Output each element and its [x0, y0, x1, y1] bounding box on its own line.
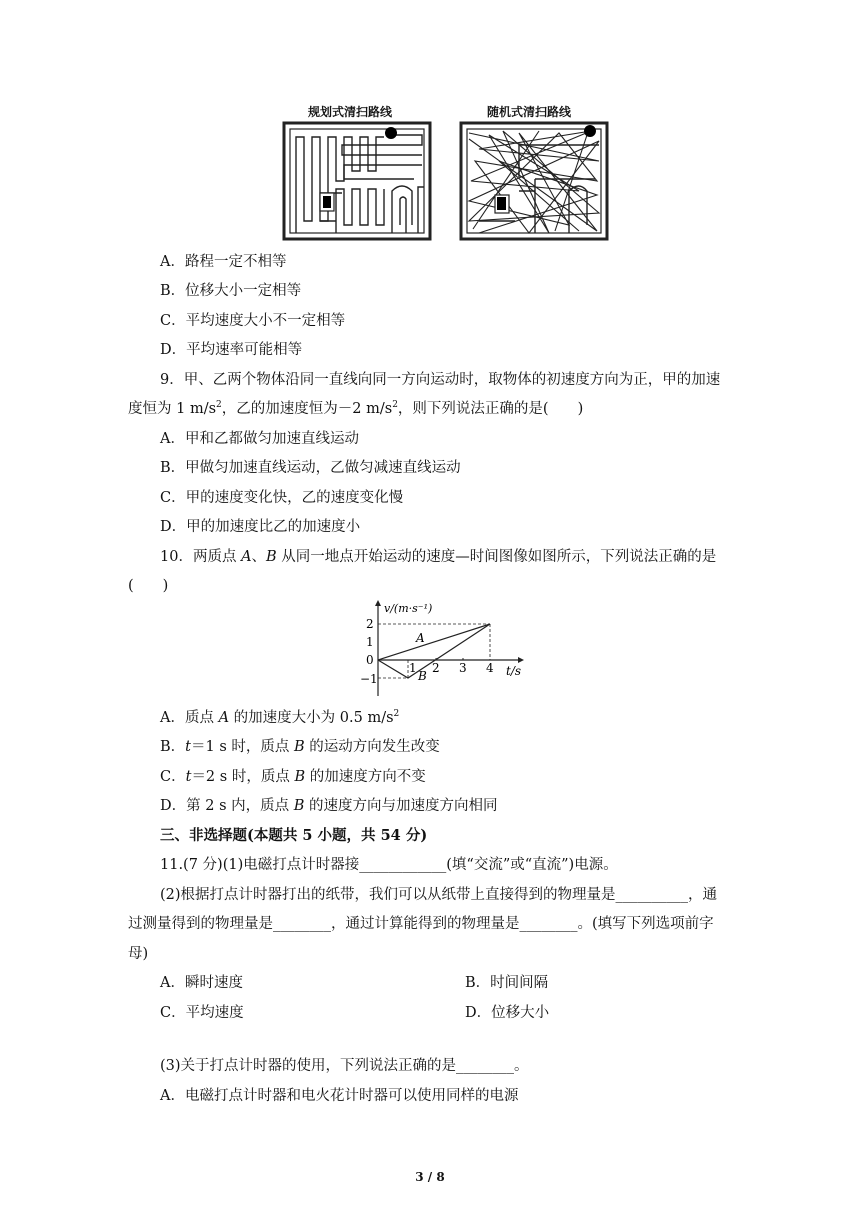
q9-stem-line2: 度恒为 1 $m/s^2$，乙的加速度恒为－2 $m/s^2$，则下列说法正确的是( ) — [128, 400, 584, 417]
q10-option-c: C．t＝2 s 时，质点 B 的加速度方向不变 — [160, 769, 426, 785]
q9-option-d: D．甲的加速度比乙的加速度小 — [160, 519, 361, 535]
x-axis-arrow — [518, 657, 524, 663]
q11-line1: 11.(7 分)(1)电磁打点计时器接____________(填“交流”或“直流”)电源。 — [160, 857, 618, 873]
page-number: 3 / 8 — [415, 1170, 445, 1184]
section-3-heading: 三、非选择题(本题共 5 小题，共 54 分) — [160, 827, 428, 844]
q11-option-d: D．位移大小 — [465, 1005, 550, 1021]
line-a — [378, 624, 490, 660]
figure-right-title: 随机式清扫路线 — [487, 105, 572, 119]
q11-option-a: A．瞬时速度 — [160, 975, 243, 991]
q11-option-c: C．平均速度 — [160, 1005, 244, 1021]
q9-option-c: C．甲的速度变化快，乙的速度变化慢 — [160, 490, 404, 506]
q9-option-b: B．甲做匀加速直线运动，乙做匀减速直线运动 — [160, 460, 461, 476]
y-axis-arrow — [375, 600, 381, 606]
random-route-diagram — [459, 121, 609, 241]
q11-line4: 母) — [128, 946, 149, 962]
vt-graph — [360, 598, 530, 700]
figure-left-title: 规划式清扫路线 — [308, 105, 393, 119]
x-tick-3: 3 — [459, 661, 467, 675]
planned-route-diagram — [282, 121, 432, 241]
q8-option-b: B．位移大小一定相等 — [160, 283, 302, 299]
q8-option-d: D．平均速率可能相等 — [160, 342, 303, 358]
y-axis-label: v/(m·s⁻¹) — [384, 602, 433, 615]
label-b: B — [418, 669, 427, 683]
q9-option-a: A．甲和乙都做匀加速直线运动 — [160, 431, 359, 447]
x-tick-1: 1 — [409, 661, 417, 675]
q11-line5: (3)关于打点计时器的使用，下列说法正确的是________。 — [160, 1058, 529, 1074]
q11-line6: A．电磁打点计时器和电火花计时器可以使用同样的电源 — [160, 1088, 519, 1104]
q11-option-b: B．时间间隔 — [465, 975, 549, 991]
q8-option-c: C．平均速度大小不一定相等 — [160, 313, 346, 329]
y-tick-1: 1 — [366, 635, 374, 649]
y-tick-0: 0 — [366, 653, 374, 667]
x-tick-2: 2 — [432, 661, 440, 675]
q10-option-a: A．质点 A 的加速度大小为 0.5 $m/s^2$ — [160, 709, 400, 726]
y-tick-2: 2 — [366, 617, 374, 631]
q10-option-d: D．第 2 s 内，质点 B 的速度方向与加速度方向相同 — [160, 798, 498, 814]
q10-stem-line2: ( ) — [128, 578, 169, 594]
q11-line2: (2)根据打点计时器打出的纸带，我们可以从纸带上直接得到的物理量是__________，通 — [160, 887, 718, 903]
q10-option-b: B．t＝1 s 时，质点 B 的运动方向发生改变 — [160, 739, 440, 755]
x-axis-label: t/s — [506, 664, 522, 678]
x-tick-4: 4 — [486, 661, 494, 675]
label-a: A — [416, 631, 425, 645]
q9-stem-line1: 9．甲、乙两个物体沿同一直线向同一方向运动时，取物体的初速度方向为正，甲的加速 — [160, 372, 721, 388]
q10-stem-line1: 10．两质点 A、B 从同一地点开始运动的速度—时间图像如图所示，下列说法正确的是 — [160, 549, 717, 565]
y-tick-neg1: −1 — [360, 672, 378, 686]
q11-line3: 过测量得到的物理量是________，通过计算能得到的物理量是________。(填写下列选项前字 — [128, 916, 714, 932]
q8-option-a: A．路程一定不相等 — [160, 254, 287, 270]
